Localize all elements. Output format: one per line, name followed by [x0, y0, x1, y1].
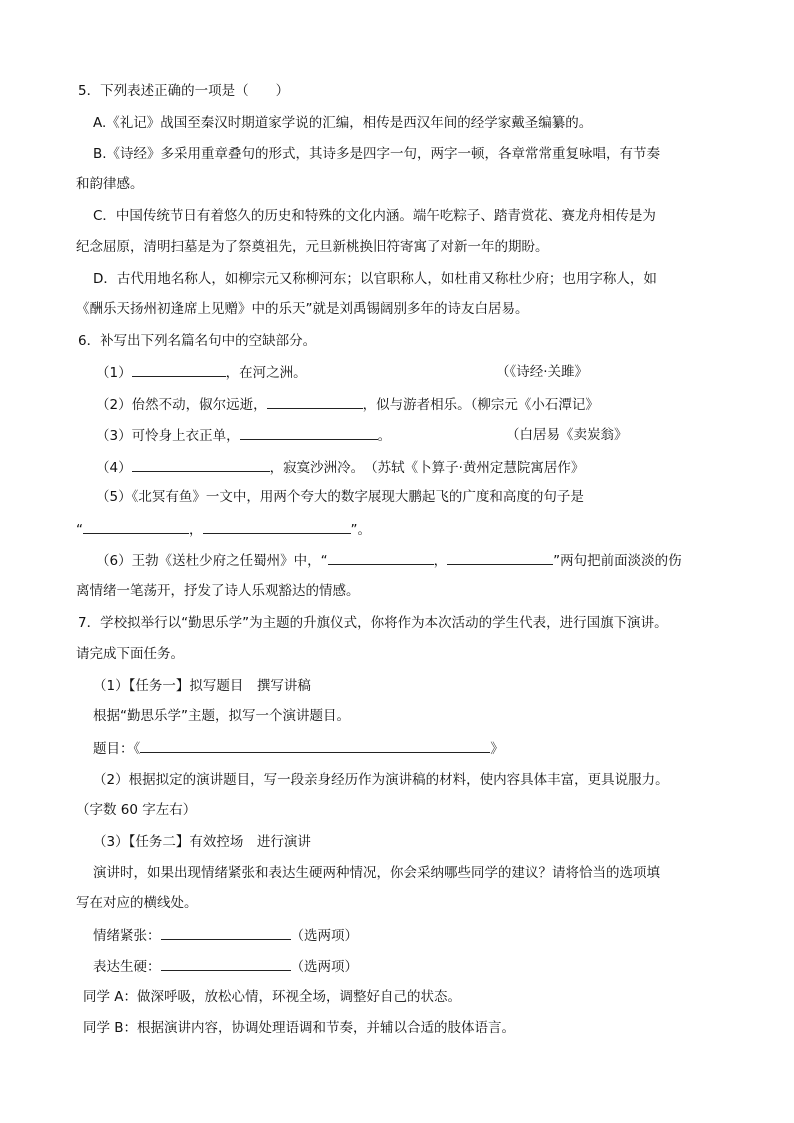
task-1-description: 根据“勤思乐学”主题，拟写一个演讲题目。	[93, 708, 350, 724]
item-4-number: （4）	[96, 460, 132, 476]
blank-4[interactable]	[132, 457, 270, 472]
blank-6b[interactable]	[447, 550, 553, 565]
item-1-text: ，在河之洲。	[225, 365, 307, 381]
item-6-comma: ，	[433, 553, 448, 569]
task-1-heading: （1）【任务一】拟写题目 撰写讲稿	[93, 678, 311, 694]
task-3-description-line2: 写在对应的横线处。	[76, 895, 198, 911]
item-1-number: （1）	[96, 365, 132, 381]
blank-6a[interactable]	[328, 550, 434, 565]
item-3-source: （白居易《卖炭翁》	[506, 427, 628, 443]
title-input[interactable]	[140, 738, 490, 753]
student-a-option: 同学 A：做深呼吸，放松心情，环视全场，调整好自己的状态。	[83, 989, 462, 1005]
item-2	[96, 394, 599, 415]
nervous-line	[93, 925, 358, 946]
item-5-line1: （5）《北冥有鱼》一文中，用两个夸大的数字展现大鹏起飞的广度和高度的句子是	[96, 489, 584, 505]
item-4	[96, 457, 584, 478]
blank-5a[interactable]	[83, 519, 189, 534]
option-d-line2: 《酬乐天扬州初逢席上见赠》中的乐天”就是刘禹锡阔别多年的诗友白居易。	[76, 301, 529, 317]
item-3-post: 。	[377, 428, 392, 444]
item-2-post: ，似与游者相乐。（柳宗元《小石潭记》	[362, 397, 599, 413]
blank-2[interactable]	[267, 394, 363, 409]
title-line	[93, 738, 504, 759]
blank-5b[interactable]	[203, 519, 351, 534]
student-b-option: 同学 B：根据演讲内容，协调处理语调和节奏，并辅以合适的肢体语言。	[83, 1020, 516, 1036]
blank-1[interactable]	[132, 362, 226, 377]
task-2-line1: （2）根据拟定的演讲题目，写一段亲身经历作为演讲稿的材料，使内容具体丰富，更具说服力。	[93, 772, 669, 788]
item-4-post: ，寂寞沙洲冷。 （苏轼《卜算子·黄州定慧院寓居作》	[269, 460, 585, 476]
nervous-hint: （选两项）	[290, 928, 358, 944]
title-label: 题目：《	[93, 741, 141, 757]
option-d-line1: D．古代用地名称人，如柳宗元又称柳河东；以官职称人，如杜甫又称杜少府；也用字称人，如	[93, 271, 657, 287]
option-b-line2: 和韵律感。	[76, 176, 144, 192]
question-7-stem-line1: 7．学校拟举行以“勤思乐学”为主题的升旗仪式，你将作为本次活动的学生代表，进行国旗下演讲。	[78, 615, 668, 631]
item-1	[96, 362, 307, 383]
task-3-description-line1: 演讲时，如果出现情绪紧张和表达生硬两种情况，你会采纳哪些同学的建议？请将恰当的选项填	[93, 865, 660, 881]
option-b-line1: B.《诗经》多采用重章叠句的形式，其诗多是四字一句，两字一顿，各章常常重复咏唱，有节奏	[93, 146, 661, 162]
item-6-post: ”两句把前面淡淡的伤	[553, 553, 682, 569]
item-6-line2: 离情绪一笔荡开，抒发了诗人乐观豁达的情感。	[76, 583, 360, 599]
item-6-pre: （6）王勃《送杜少府之任蜀州》中，“	[96, 553, 328, 569]
item-2-pre: （2）佁然不动，俶尔远逝，	[96, 397, 267, 413]
item-5-comma: ，	[189, 522, 203, 538]
title-close-bracket: 》	[490, 741, 504, 757]
item-5-open-quote: “	[76, 522, 83, 538]
task-2-line2: （字数 60 字左右）	[76, 802, 197, 818]
blank-3[interactable]	[240, 425, 378, 440]
nervous-answer-blank[interactable]	[161, 925, 291, 940]
question-5-stem: 5．下列表述正确的一项是（ ）	[78, 83, 290, 99]
stiff-line	[93, 956, 358, 977]
item-6-line1	[96, 550, 682, 571]
stiff-answer-blank[interactable]	[161, 956, 291, 971]
task-3-heading: （3）【任务二】有效控场 进行演讲	[93, 834, 311, 850]
stiff-hint: （选两项）	[290, 959, 358, 975]
item-3	[96, 425, 391, 446]
nervous-label: 情绪紧张：	[93, 928, 161, 944]
option-c-line1: C．中国传统节日有着悠久的历史和特殊的文化内涵。端午吃粽子、踏青赏花、赛龙舟相传是为	[93, 208, 656, 224]
item-1-source: （《诗经·关雎》	[496, 364, 589, 380]
item-5-close-quote: ”。	[350, 522, 371, 538]
option-a: A.《礼记》战国至秦汉时期道家学说的汇编，相传是西汉年间的经学家戴圣编纂的。	[93, 115, 593, 131]
question-7-stem-line2: 请完成下面任务。	[76, 646, 184, 662]
option-c-line2: 纪念屈原，清明扫墓是为了祭奠祖先，元旦新桃换旧符寄寓了对新一年的期盼。	[76, 239, 549, 255]
stiff-label: 表达生硬：	[93, 959, 161, 975]
item-3-pre: （3）可怜身上衣正单，	[96, 428, 240, 444]
item-5-line2	[76, 519, 371, 540]
question-6-stem: 6．补写出下列名篇名句中的空缺部分。	[78, 333, 317, 349]
